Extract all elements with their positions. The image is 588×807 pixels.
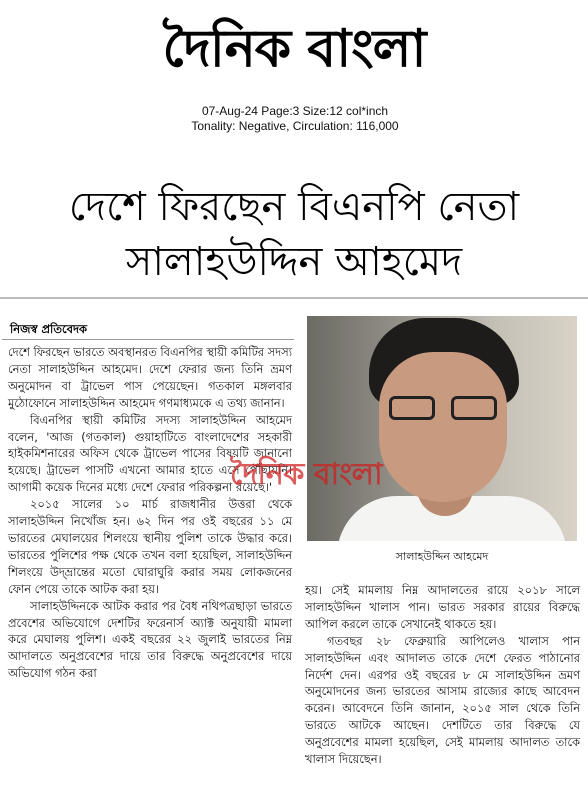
paragraph: সালাহউদ্দিনকে আটক করার পর বৈধ নথিপত্রছাড়া ভারতে প্রবেশের অভিযোগে দেশটির ফরেনার্স অ্যাক্ট অনুযায়ী মামলা করে মেঘালয় পুলিশ। একই বছরের ২২ জুলাই ভারতের নিম্ন আদালতে অনুপ্রবেশের দায়ে তার বিরুদ্ধে অনুপ্রবেশের দায়ে অভিযোগ গঠন করা	[8, 598, 292, 681]
clipping-info-date-size: 07-Aug-24 Page:3 Size:12 col*inch	[201, 104, 389, 118]
article-headline	[0, 180, 588, 290]
paragraph: ২০১৫ সালের ১০ মার্চ রাজধানীর উত্তরা থেকে সালাহউদ্দিন নিখোঁজ হন। ৬২ দিন পর ওই বছরের ১১ মে ভারতের মেঘালয়ের শিলংয়ে স্থানীয় পুলিশ তাকে উদ্ধার করে। ভারতের পুলিশের পক্ষ থেকে তখন বলা হয়েছিল, সালাহউদ্দিন শিলংয়ে উদ্‌ভ্রান্তের মতো ঘোরাঘুরি করার সময় লোকজনের ফোন পেয়ে তাকে আটক করা হয়।	[8, 497, 292, 596]
newspaper-masthead	[0, 0, 588, 98]
headline-line-2: সালাহউদ্দিন আহমেদ	[125, 239, 463, 285]
paragraph: বিএনপির স্থায়ী কমিটির সদস্য সালাহউদ্দিন আহমেদ বলেন, 'আজ (গতকাল) গুয়াহাটিতে বাংলাদেশের সহকারী হাইকমিশনারের অফিস থেকে ট্রাভেল পাসের বিষয়টি জানানো হয়েছে। ট্রাভেল পাসটি এখনো আমার হাতে এসে পৌঁছায়নি। আগামী কয়েক দিনের মধ্যে দেশে ফেরার পরিকল্পনা রয়েছে।'	[8, 412, 292, 495]
glasses-icon	[389, 396, 501, 422]
article-column-right	[305, 582, 580, 768]
photo-caption: সালাহউদ্দিন আহমেদ	[395, 550, 489, 563]
portrait-photo	[307, 316, 577, 541]
newspaper-logo: দৈনিক বাংলা	[162, 18, 426, 79]
byline: নিজস্ব প্রতিবেদক	[10, 322, 88, 336]
clipping-info-tonality: Tonality: Negative, Circulation: 116,000	[191, 119, 399, 133]
clipping-info	[150, 104, 440, 134]
watermark-logo: দৈনিক বাংলা	[230, 457, 383, 492]
paragraph: হয়। সেই মামলায় নিম্ন আদালতের রায়ে ২০১৮ সালে সালাহউদ্দিন খালাস পান। ভারত সরকার রায়ের বিরুদ্ধে আপিল করলে তাকে সেখানেই থাকতে হয়।	[305, 583, 580, 631]
paragraph: গতবছর ২৮ ফেব্রুয়ারি আপিলেও খালাস পান সালাহউদ্দিন এবং আদালত তাকে দেশে ফেরত পাঠানোর নির্দেশ দেন। এরপর ওই বছরের ৮ মে সালাহউদ্দিন ভ্রমণ অনুমোদনের জন্য ভারতের আসাম রাজ্যের কাছে আবেদন করেন। আবেদনে তিনি জানান, ২০১৫ সাল থেকে তিনি ভারতে আটকে আছেন। দেশটিতে তার বিরুদ্ধে যে অনুপ্রবেশের মামলা হয়েছিল, সেই মামলায় আদালত তাকে খালাস দিয়েছেন।	[305, 633, 580, 767]
headline-line-1: দেশে ফিরছেন বিএনপি নেতা	[68, 184, 520, 230]
paragraph: দেশে ফিরছেন ভারতে অবস্থানরত বিএনপির স্থায়ী কমিটির সদস্য নেতা সালাহউদ্দিন আহমেদ। দেশে ফেরার জন্য তিনি ভ্রমণ অনুমোদন বা ট্রাভেল পাস পেয়েছেন। গতকাল মঙ্গলবার মুঠোফোনে সালাহউদ্দিন আহমেদ গণমাধ্যমকে এ তথ্য জানান।	[8, 345, 292, 410]
photo-face	[379, 352, 507, 502]
headline-divider	[0, 297, 588, 299]
article-column-left	[8, 344, 292, 682]
byline-divider	[2, 339, 294, 340]
